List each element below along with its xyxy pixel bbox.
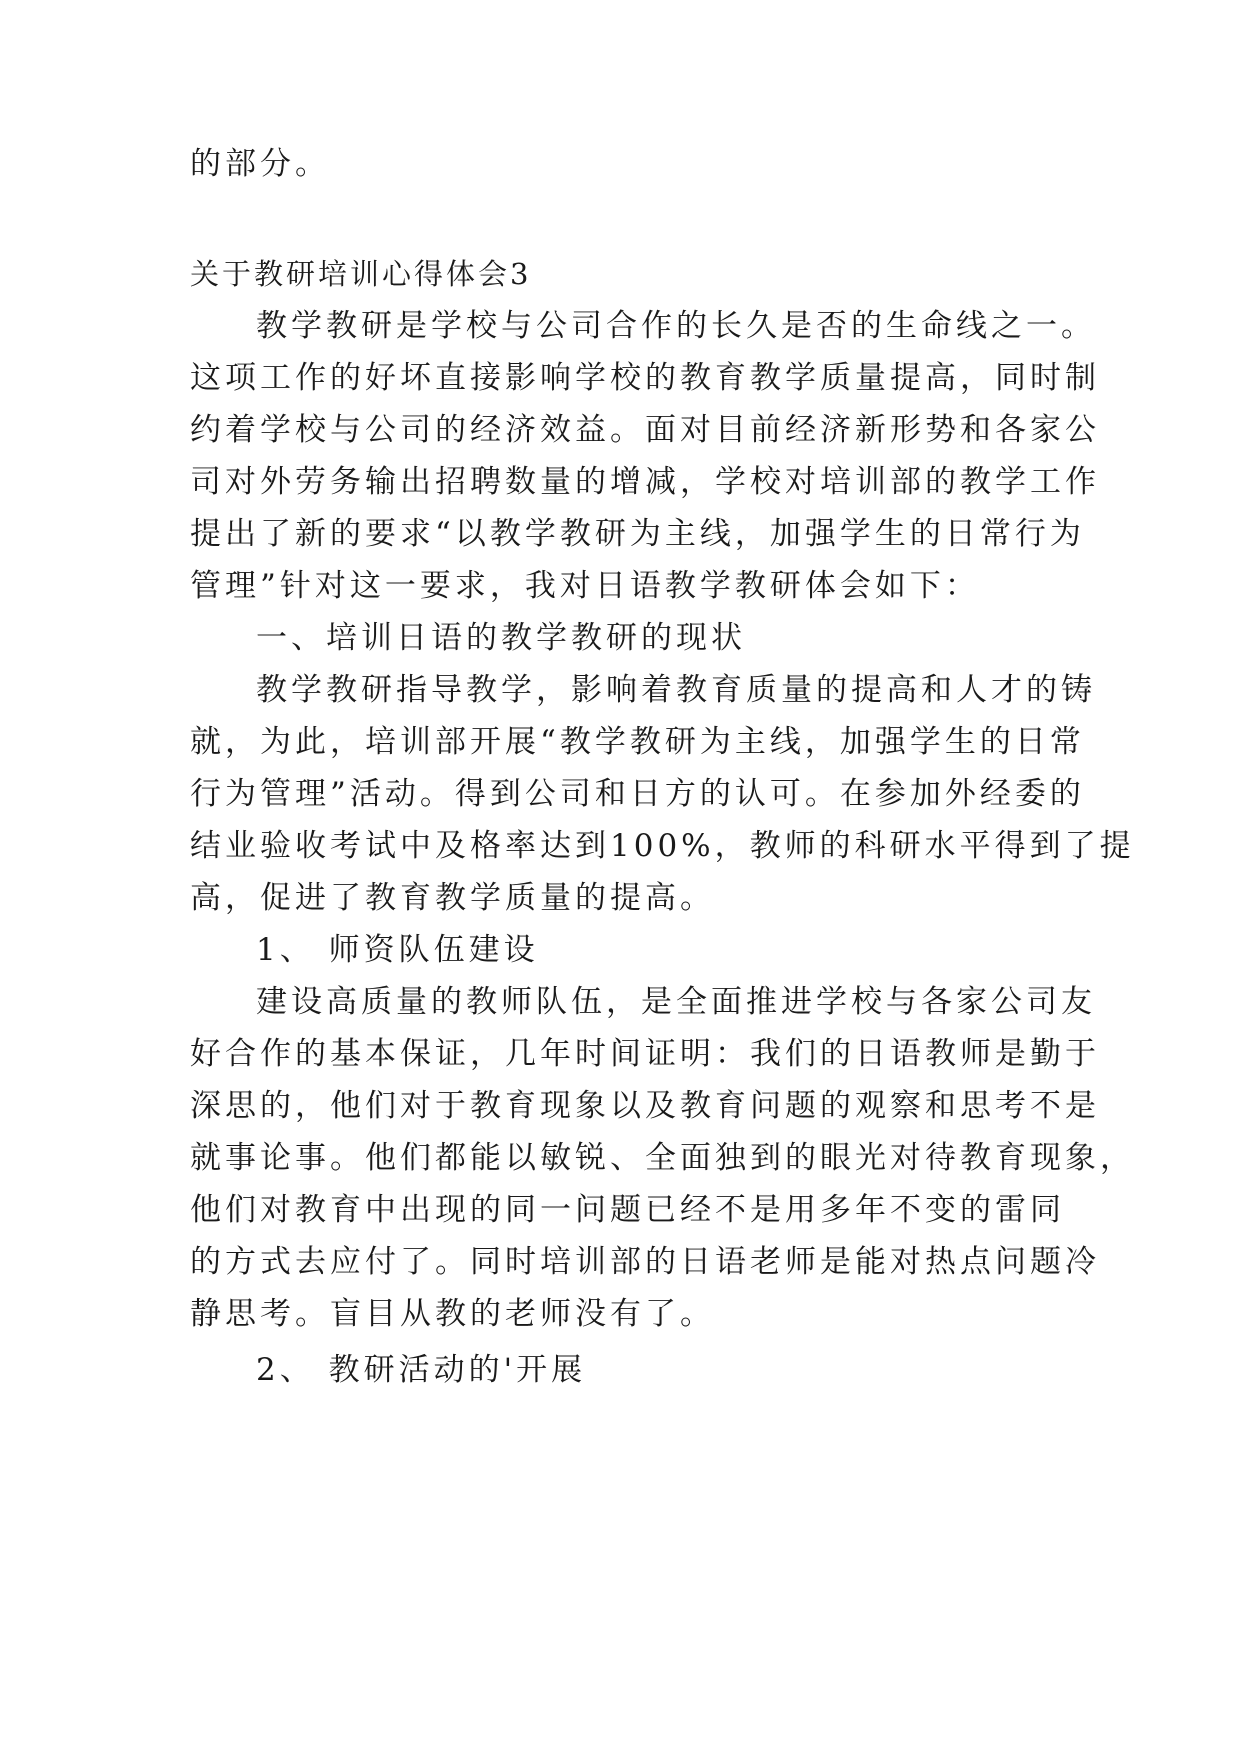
paragraph-line: 行为管理”活动。得到公司和日方的认可。在参加外经委的 [190,776,1085,812]
text-line-fragment: 的部分。 [190,146,330,182]
paragraph-line: 约着学校与公司的经济效益。面对目前经济新形势和各家公 [190,412,1100,448]
paragraph-line: 静思考。盲目从教的老师没有了。 [190,1296,715,1332]
paragraph-line: 深思的，他们对于教育现象以及教育问题的观察和思考不是 [190,1088,1100,1124]
subheading: 2、 教研活动的'开展 [256,1352,587,1388]
paragraph-line: 高，促进了教育教学质量的提高。 [190,880,715,916]
paragraph-line: 教学教研指导教学，影响着教育质量的提高和人才的铸 [256,672,1096,708]
paragraph-line: 的方式去应付了。同时培训部的日语老师是能对热点问题冷 [190,1244,1100,1280]
paragraph-line: 司对外劳务输出招聘数量的增减，学校对培训部的教学工作 [190,464,1100,500]
subheading: 1、 师资队伍建设 [256,932,539,968]
paragraph-line: 管理”针对这一要求，我对日语教学教研体会如下： [190,568,980,604]
paragraph-line: 他们对教育中出现的同一问题已经不是用多年不变的雷同 [190,1192,1065,1228]
paragraph-line: 这项工作的好坏直接影响学校的教育教学质量提高，同时制 [190,360,1100,396]
paragraph-line: 好合作的基本保证，几年时间证明：我们的日语教师是勤于 [190,1036,1100,1072]
subheading: 一、培训日语的教学教研的现状 [256,620,746,656]
paragraph-line: 就，为此，培训部开展“教学教研为主线，加强学生的日常 [190,724,1085,760]
paragraph-line: 教学教研是学校与公司合作的长久是否的生命线之一。 [256,308,1096,344]
paragraph-line: 就事论事。他们都能以敏锐、全面独到的眼光对待教育现象， [190,1140,1135,1176]
paragraph-line: 建设高质量的教师队伍，是全面推进学校与各家公司友 [256,984,1096,1020]
paragraph-line: 结业验收考试中及格率达到100%，教师的科研水平得到了提 [190,828,1135,864]
paragraph-line: 提出了新的要求“以教学教研为主线，加强学生的日常行为 [190,516,1085,552]
section-heading: 关于教研培训心得体会3 [190,257,532,291]
